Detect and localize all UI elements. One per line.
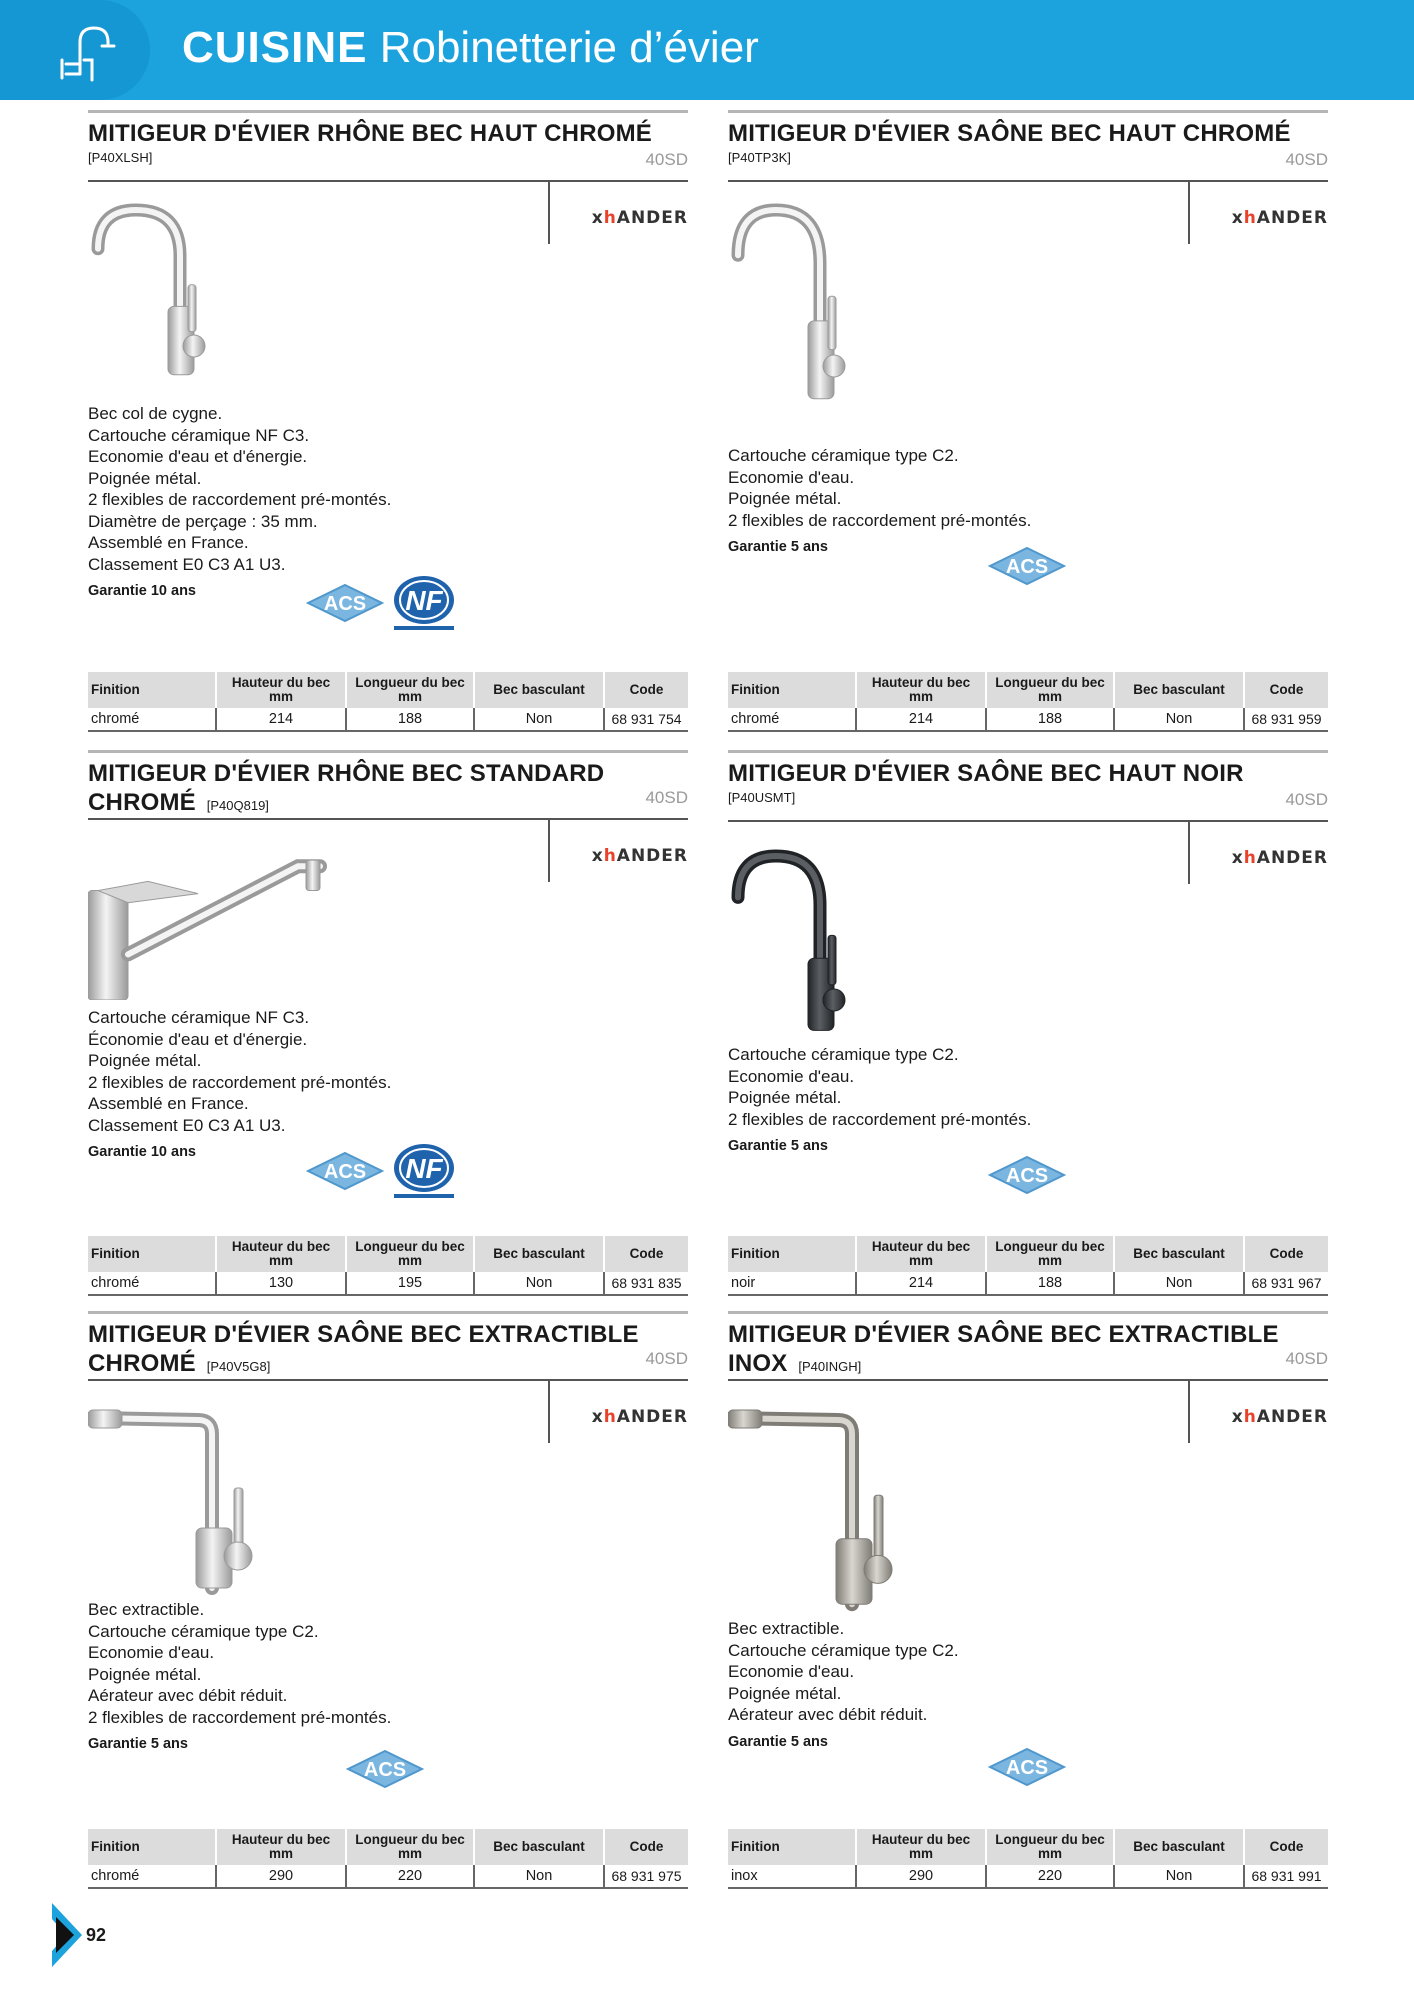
description-line: Économie d'eau et d'énergie. (88, 1029, 308, 1049)
spec-header: Code (604, 672, 688, 708)
supplier-code: 40SD (1285, 1349, 1328, 1368)
product-ref: [P40USMT] (728, 790, 796, 805)
spec-table (88, 672, 688, 732)
description-line: Diamètre de perçage : 35 mm. (88, 511, 318, 531)
brand-prefix: x (591, 208, 604, 228)
spec-header: Finition (728, 672, 856, 708)
cell-longueur: 188 (986, 708, 1114, 731)
description-line: Economie d'eau et d'énergie. (88, 447, 308, 466)
spec-header: Hauteur du bec mm (856, 1829, 986, 1865)
cell-code: 68 931 967 (1244, 1272, 1328, 1295)
description-line: Cartouche céramique type C2. (728, 1045, 959, 1064)
description-line: Poignée métal. (88, 1664, 202, 1684)
product-title-text: MITIGEUR D'ÉVIER SAÔNE BEC EXTRACTIBLE CHROMÉ (88, 1321, 639, 1377)
spec-header: Hauteur du bec mm (856, 1236, 986, 1272)
product-card (88, 110, 688, 740)
cell-longueur: 195 (346, 1272, 474, 1295)
brand-suffix: ANDER (616, 846, 688, 866)
page-number: 92 (86, 1925, 107, 1945)
spec-header: Bec basculant (1114, 672, 1244, 708)
gooseneck-faucet-icon (728, 202, 898, 412)
product-header (88, 1311, 688, 1381)
pull-out-faucet-icon (728, 1408, 918, 1631)
certification-badges (306, 572, 460, 634)
spec-header: Longueur du bec mm (986, 1829, 1114, 1865)
table-row (88, 1865, 688, 1888)
product-description (88, 1599, 391, 1728)
brand-suffix: ANDER (1256, 1407, 1328, 1427)
spec-header: Finition (88, 672, 216, 708)
spec-header: Finition (88, 1236, 216, 1272)
svg-text:ACS: ACS (323, 593, 367, 615)
spec-header-row (88, 672, 688, 708)
product-header (728, 110, 1328, 165)
spec-header-row (88, 1236, 688, 1272)
product-ref: [P40INGH] (798, 1359, 862, 1374)
svg-text:NF: NF (405, 1153, 443, 1184)
product-description (88, 403, 391, 575)
brand-prefix: x (1231, 1407, 1244, 1427)
product-title (728, 119, 1328, 148)
cell-finition: chromé (88, 708, 216, 731)
product-ref: [P40XLSH] (88, 150, 153, 165)
acs-badge-icon (988, 1155, 1066, 1195)
description-line: Assemblé en France. (88, 533, 249, 552)
description-line: Economie d'eau. (728, 467, 855, 487)
product-description (728, 1618, 959, 1726)
product-ref: [P40V5G8] (206, 1359, 271, 1374)
low-spout-faucet-icon (88, 848, 338, 1005)
cell-hauteur: 290 (216, 1865, 346, 1888)
spec-header: Hauteur du bec mm (856, 672, 986, 708)
description-line: Economie d'eau. (728, 1662, 855, 1681)
cell-longueur: 220 (346, 1865, 474, 1888)
guarantee: Garantie 5 ans (88, 1736, 188, 1752)
svg-text:ACS: ACS (363, 1759, 407, 1781)
guarantee: Garantie 5 ans (728, 539, 828, 555)
brand-h: h (1243, 1407, 1257, 1427)
header-category: CUISINE (182, 23, 368, 72)
description-line: Cartouche céramique NF C3. (88, 1008, 310, 1027)
spec-header: Code (1244, 672, 1328, 708)
product-header (88, 750, 688, 820)
product-title-text: MITIGEUR D'ÉVIER RHÔNE BEC HAUT CHROMÉ (88, 120, 652, 147)
product-title (728, 759, 1328, 788)
guarantee: Garantie 10 ans (88, 583, 196, 599)
spec-header: Bec basculant (1114, 1236, 1244, 1272)
spec-table (728, 1236, 1328, 1296)
cell-hauteur: 214 (216, 708, 346, 731)
table-row (728, 1272, 1328, 1295)
spec-header: Longueur du bec mm (986, 672, 1114, 708)
cell-finition: noir (728, 1272, 856, 1295)
description-line: 2 flexibles de raccordement pré-montés. (88, 1707, 392, 1727)
spec-header-row (728, 1829, 1328, 1865)
description-line: 2 flexibles de raccordement pré-montés. (728, 1109, 1032, 1129)
product-header (88, 110, 688, 165)
cell-finition: inox (728, 1865, 856, 1888)
guarantee: Garantie 5 ans (728, 1733, 828, 1750)
cell-code: 68 931 991 (1244, 1865, 1328, 1888)
spec-header: Longueur du bec mm (346, 672, 474, 708)
brand-prefix: x (591, 1407, 604, 1427)
description-line: 2 flexibles de raccordement pré-montés. (88, 490, 392, 509)
acs-badge-icon (306, 583, 384, 623)
brand-box (548, 820, 688, 882)
spec-header: Bec basculant (474, 1829, 604, 1865)
cell-longueur: 220 (986, 1865, 1114, 1888)
product-ref: [P40TP3K] (728, 150, 791, 165)
description-line: Poignée métal. (88, 468, 202, 488)
brand-h: h (1243, 208, 1257, 228)
acs-badge-icon (306, 1151, 384, 1191)
spec-table (728, 672, 1328, 732)
product-description (728, 1044, 1031, 1130)
description-line: Cartouche céramique type C2. (728, 446, 959, 465)
spec-header: Finition (728, 1236, 856, 1272)
spec-header: Bec basculant (474, 672, 604, 708)
description-line: Cartouche céramique type C2. (728, 1640, 959, 1660)
certification-badges (988, 1747, 1066, 1787)
cell-basculant: Non (1114, 1272, 1244, 1295)
xhander-logo (592, 1407, 688, 1427)
spec-header-row (728, 1236, 1328, 1272)
svg-text:NF: NF (405, 585, 443, 616)
brand-suffix: ANDER (616, 208, 688, 228)
spec-header: Code (604, 1829, 688, 1865)
svg-text:ACS: ACS (1005, 556, 1049, 578)
page-title (182, 23, 759, 72)
product-title-text: MITIGEUR D'ÉVIER SAÔNE BEC HAUT NOIR (728, 760, 1244, 787)
supplier-code: 40SD (645, 150, 688, 169)
product-card (728, 1311, 1328, 1941)
spec-header: Hauteur du bec mm (216, 1829, 346, 1865)
table-row (728, 1865, 1328, 1888)
faucet-icon (58, 24, 116, 84)
product-title-text: MITIGEUR D'ÉVIER RHÔNE BEC STANDARD CHROMÉ (88, 760, 605, 816)
spec-header: Bec basculant (1114, 1829, 1244, 1865)
brand-h: h (603, 1407, 617, 1427)
product-header (728, 1311, 1328, 1381)
spec-header-row (728, 672, 1328, 708)
table-row (88, 1272, 688, 1295)
acs-badge-icon (346, 1749, 424, 1789)
spec-header-row (88, 1829, 688, 1865)
spec-header: Hauteur du bec mm (216, 672, 346, 708)
cell-hauteur: 214 (856, 708, 986, 731)
description-line: Economie d'eau. (88, 1643, 215, 1662)
cell-finition: chromé (728, 708, 856, 731)
description-line: Poignée métal. (728, 489, 842, 508)
nf-badge-icon (388, 572, 460, 634)
pull-out-faucet-icon (88, 1408, 278, 1613)
cell-basculant: Non (474, 1272, 604, 1295)
description-line: Aérateur avec débit réduit. (728, 1705, 928, 1724)
product-title-text: MITIGEUR D'ÉVIER SAÔNE BEC HAUT CHROMÉ (728, 120, 1291, 147)
brand-box (548, 182, 688, 244)
svg-text:ACS: ACS (1005, 1757, 1049, 1779)
spec-table (88, 1829, 688, 1889)
table-row (88, 708, 688, 731)
product-description (728, 445, 1031, 531)
description-line: Bec extractible. (88, 1600, 205, 1619)
description-line: Poignée métal. (88, 1051, 202, 1070)
cell-code: 68 931 835 (604, 1272, 688, 1295)
spec-header: Finition (88, 1829, 216, 1865)
certification-badges (988, 1155, 1066, 1195)
cell-hauteur: 214 (856, 1272, 986, 1295)
cell-code: 68 931 959 (1244, 708, 1328, 731)
description-line: Classement E0 C3 A1 U3. (88, 1115, 286, 1135)
page-arrow-icon (50, 1903, 82, 1967)
supplier-code: 40SD (1285, 790, 1328, 809)
spec-header: Hauteur du bec mm (216, 1236, 346, 1272)
product-ref: [P40Q819] (206, 798, 269, 813)
xhander-logo (1232, 1407, 1328, 1427)
gooseneck-faucet-icon (728, 848, 898, 1043)
xhander-logo (592, 208, 688, 228)
supplier-code: 40SD (1285, 150, 1328, 169)
cell-basculant: Non (474, 1865, 604, 1888)
cell-code: 68 931 975 (604, 1865, 688, 1888)
description-line: Cartouche céramique type C2. (88, 1621, 319, 1641)
brand-box (1188, 182, 1328, 244)
spec-table (728, 1829, 1328, 1889)
spec-header: Bec basculant (474, 1236, 604, 1272)
supplier-code: 40SD (645, 788, 688, 807)
brand-h: h (1243, 848, 1257, 868)
product-title (88, 1320, 688, 1381)
brand-suffix: ANDER (1256, 208, 1328, 228)
brand-suffix: ANDER (1256, 848, 1328, 868)
description-line: Poignée métal. (728, 1088, 842, 1107)
product-header (728, 750, 1328, 805)
xhander-logo (1232, 848, 1328, 868)
description-line: Aérateur avec débit réduit. (88, 1686, 288, 1705)
product-card (728, 750, 1328, 1380)
cell-basculant: Non (1114, 1865, 1244, 1888)
product-title-text: MITIGEUR D'ÉVIER SAÔNE BEC EXTRACTIBLE INOX (728, 1321, 1279, 1377)
spec-header: Code (604, 1236, 688, 1272)
svg-text:ACS: ACS (323, 1161, 367, 1183)
product-card (88, 750, 688, 1380)
guarantee: Garantie 5 ans (728, 1138, 828, 1154)
cell-basculant: Non (474, 708, 604, 731)
product-description (88, 1007, 391, 1136)
description-line: 2 flexibles de raccordement pré-montés. (88, 1072, 392, 1092)
svg-text:ACS: ACS (1005, 1165, 1049, 1187)
cell-longueur: 188 (986, 1272, 1114, 1295)
cell-finition: chromé (88, 1865, 216, 1888)
spec-header: Longueur du bec mm (346, 1829, 474, 1865)
brand-h: h (603, 846, 617, 866)
cell-hauteur: 290 (856, 1865, 986, 1888)
page-header (0, 0, 1414, 100)
spec-header: Longueur du bec mm (346, 1236, 474, 1272)
guarantee: Garantie 10 ans (88, 1144, 196, 1160)
cell-basculant: Non (1114, 708, 1244, 731)
cell-code: 68 931 754 (604, 708, 688, 731)
description-line: Bec extractible. (728, 1619, 845, 1638)
certification-badges (988, 546, 1066, 586)
description-line: Assemblé en France. (88, 1094, 249, 1113)
cell-finition: chromé (88, 1272, 216, 1295)
description-line: Bec col de cygne. (88, 404, 223, 423)
product-title (88, 759, 688, 820)
brand-prefix: x (591, 846, 604, 866)
brand-suffix: ANDER (616, 1407, 688, 1427)
xhander-logo (1232, 208, 1328, 228)
description-line: 2 flexibles de raccordement pré-montés. (728, 510, 1032, 530)
certification-badges (346, 1749, 424, 1789)
description-line: Cartouche céramique NF C3. (88, 425, 310, 445)
product-card (88, 1311, 688, 1941)
spec-header: Code (1244, 1236, 1328, 1272)
product-card (728, 110, 1328, 740)
acs-badge-icon (988, 546, 1066, 586)
product-title (88, 119, 688, 148)
brand-prefix: x (1231, 208, 1244, 228)
brand-box (1188, 822, 1328, 884)
table-row (728, 708, 1328, 731)
acs-badge-icon (988, 1747, 1066, 1787)
brand-box (1188, 1381, 1328, 1443)
xhander-logo (592, 846, 688, 866)
product-title (728, 1320, 1328, 1381)
brand-h: h (603, 208, 617, 228)
spec-header: Longueur du bec mm (986, 1236, 1114, 1272)
header-subtitle: Robinetterie d’évier (379, 23, 759, 72)
cell-hauteur: 130 (216, 1272, 346, 1295)
description-line: Poignée métal. (728, 1683, 842, 1703)
brand-prefix: x (1231, 848, 1244, 868)
description-line: Classement E0 C3 A1 U3. (88, 554, 286, 574)
spec-table (88, 1236, 688, 1296)
brand-box (548, 1381, 688, 1443)
supplier-code: 40SD (645, 1349, 688, 1368)
spec-header: Code (1244, 1829, 1328, 1865)
spec-header: Finition (728, 1829, 856, 1865)
certification-badges (306, 1140, 460, 1202)
cell-longueur: 188 (346, 708, 474, 731)
description-line: Economie d'eau. (728, 1066, 855, 1086)
nf-badge-icon (388, 1140, 460, 1202)
gooseneck-faucet-icon (88, 202, 258, 387)
